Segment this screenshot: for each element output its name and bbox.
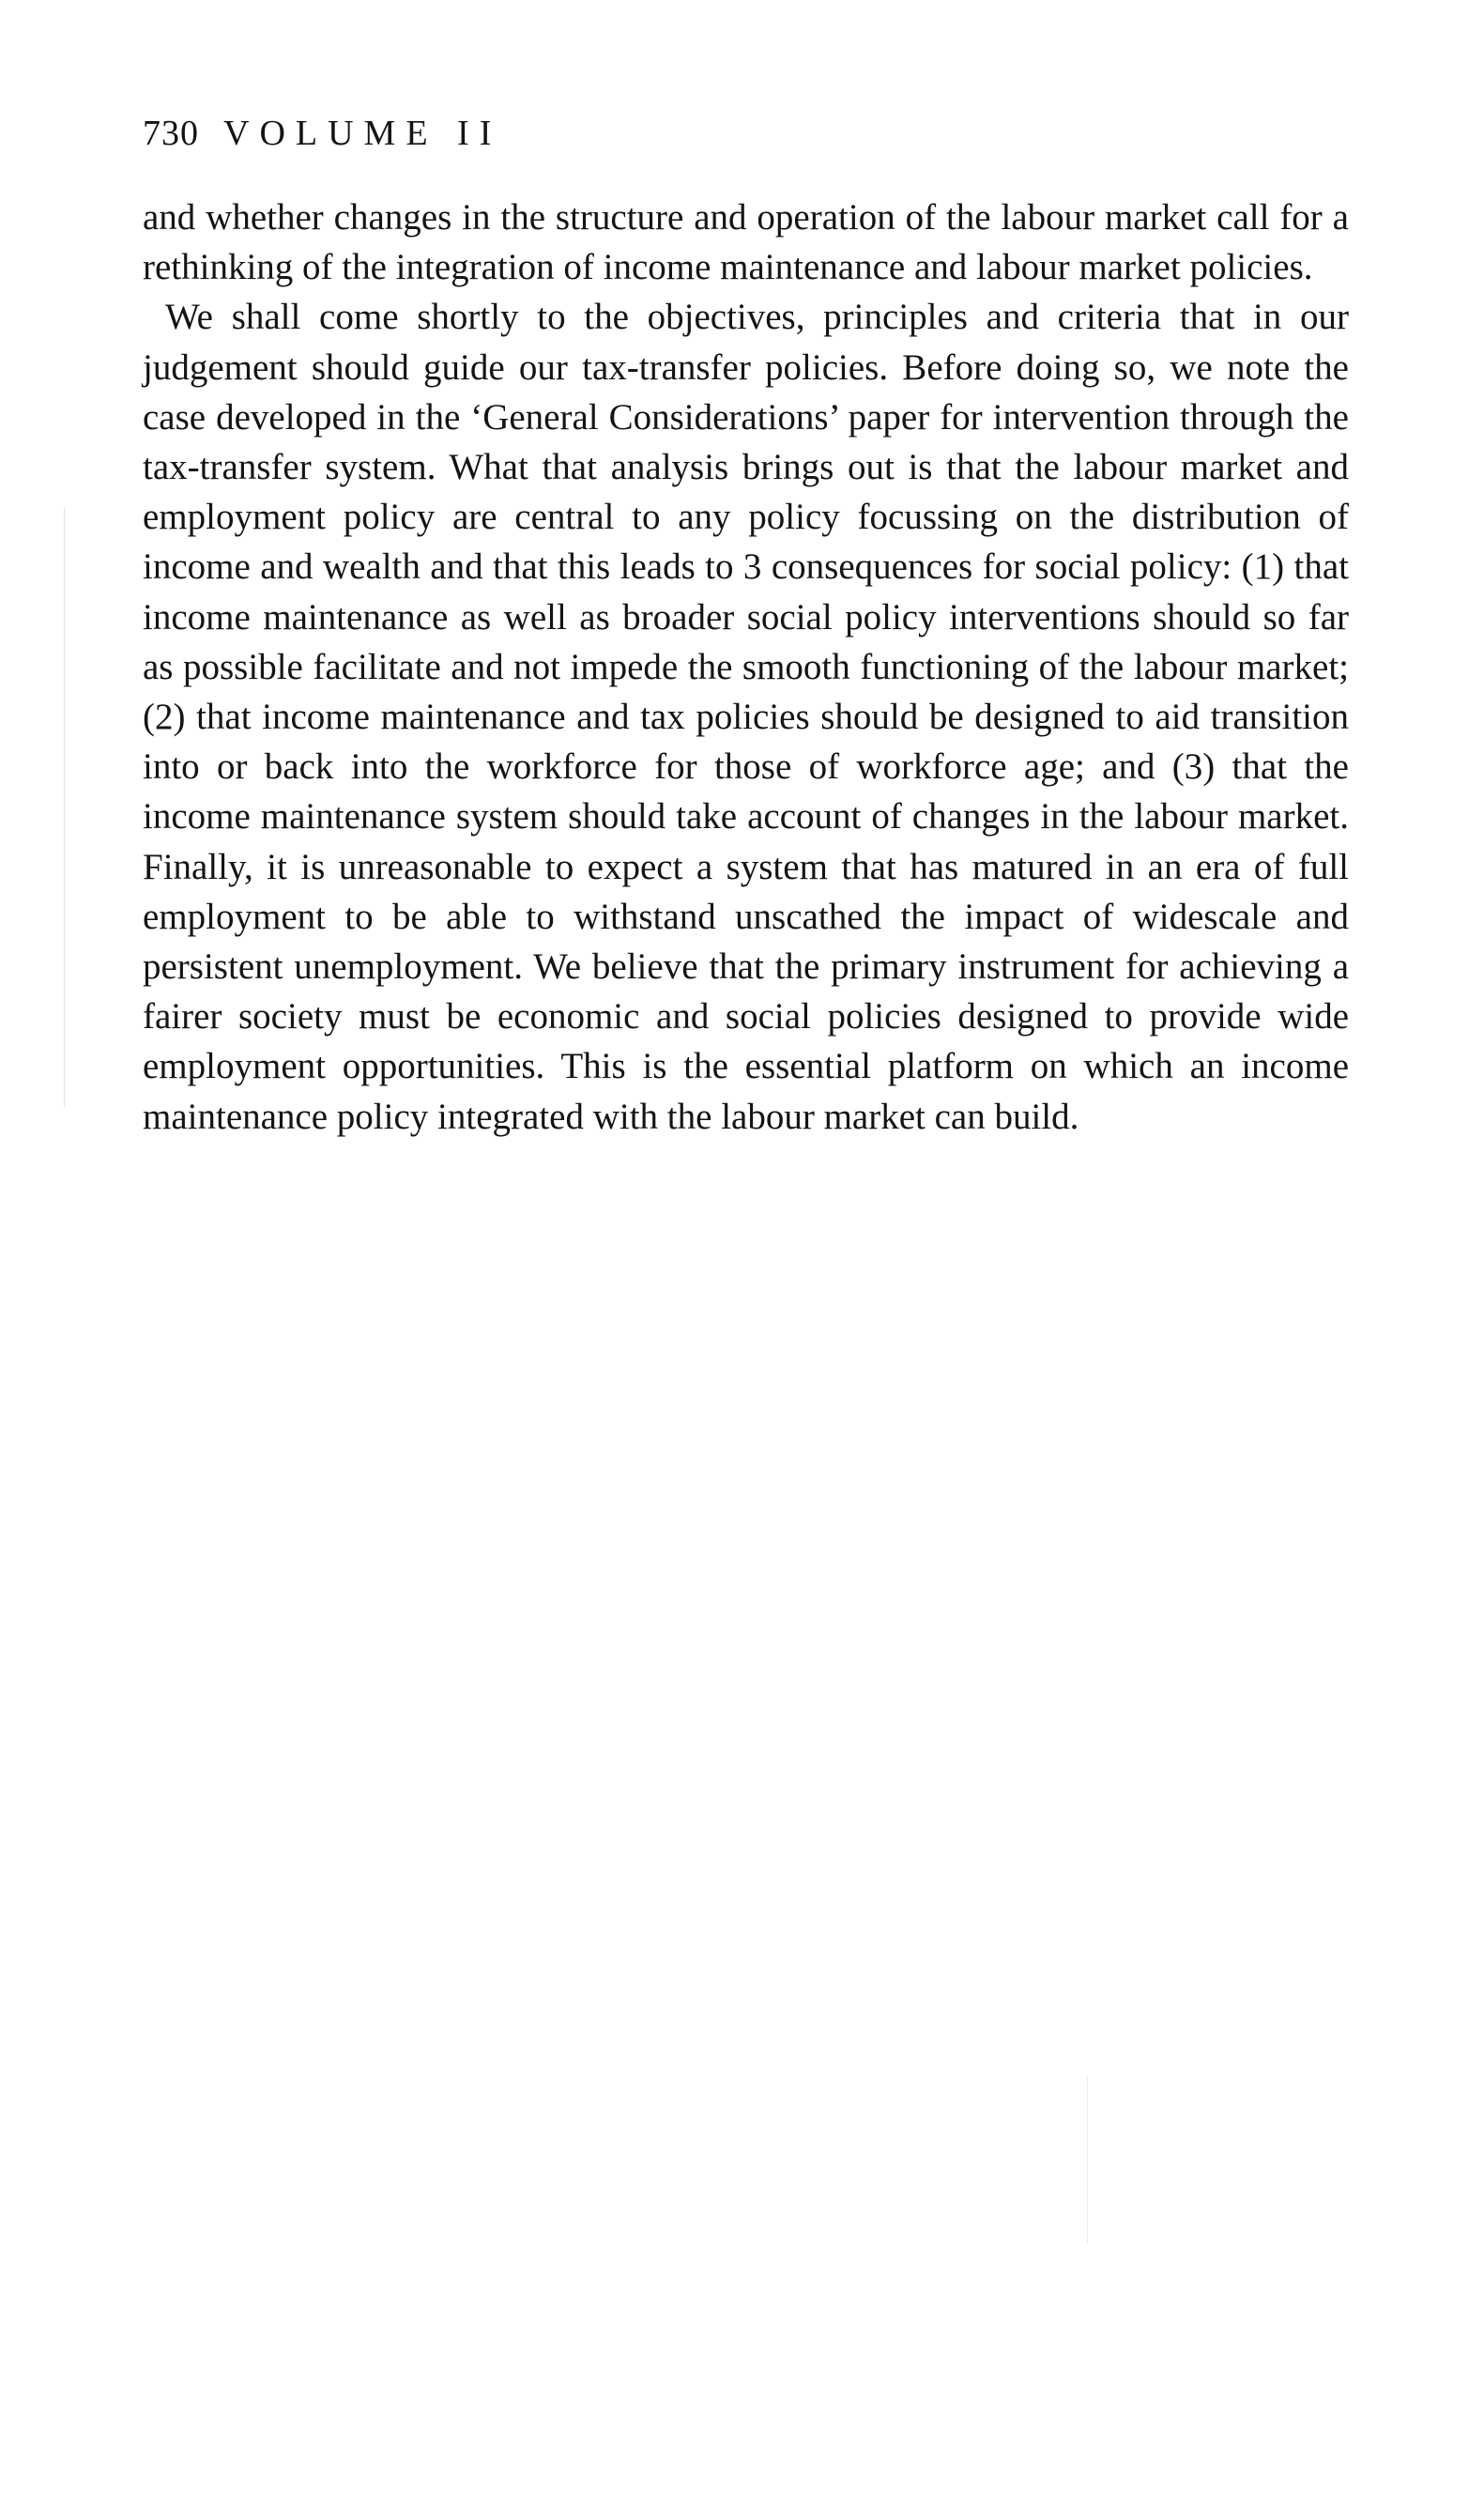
scan-margin-line [1087,2075,1088,2244]
paragraph: We shall come shortly to the objectives, principles and criteria that in our judgement should guide our tax-transfer policies. Before doing so, we note the case developed in the ‘General Considerations’ paper for intervention through the tax-transfer system. What that analysis brings out is that the labour market and employment policy are central to any policy focussing on the distribution of income and wealth and that this leads to 3 consequences for social policy: (1) that income maintenance as well as broader social policy interventions should so far as possible facilitate and not impede the smooth functioning of the labour market; (2) that income maintenance and tax policies should be designed to aid transition into or back into the workforce for those of workforce age; and (3) that the income maintenance system should take account of changes in the labour market. Finally, it is unreasonable to expect a system that has matured in an era of full employment to be able to withstand unscathed the impact of widescale and persistent unemployment. We believe that the primary instrument for achieving a fairer society must be economic and social policies designed to provide wide employment opportunities. This is the essential platform on which an income maintenance policy integrated with the labour market can build. [143,297,1349,1137]
running-head-title: VOLUME II [223,114,502,153]
page-number: 730 [143,114,199,153]
scan-margin-line [64,507,65,1108]
paragraph-continuation: and whether changes in the structure and operation of the labour market call for a rethinking of the integration of income maintenance and labour market policies. [143,197,1349,288]
body-text [143,192,1349,1142]
running-head [143,111,501,156]
